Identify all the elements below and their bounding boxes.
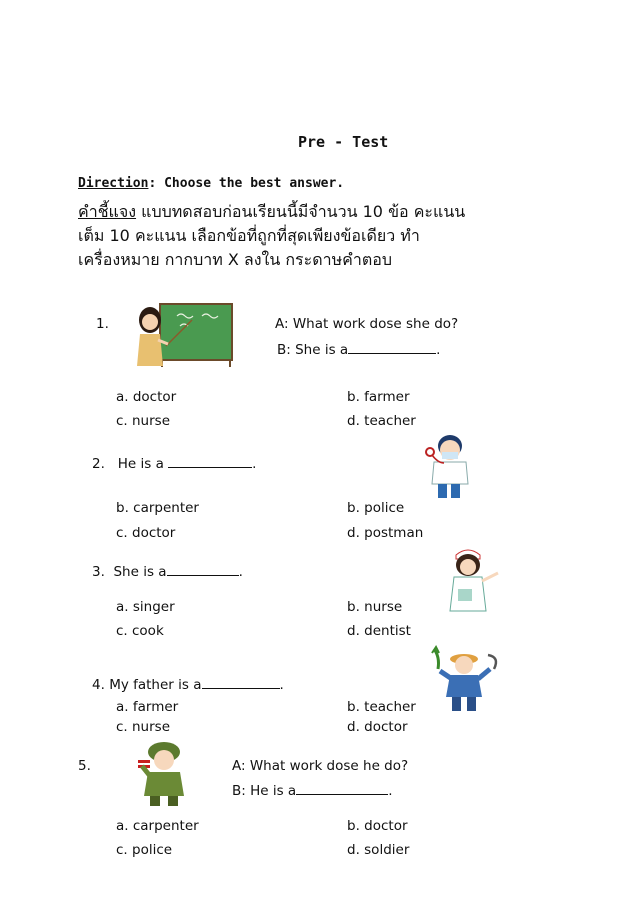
question-4-choice-b: b. teacher: [347, 699, 416, 715]
question-5-choice-a: a. carpenter: [116, 818, 199, 834]
question-2-choice-a: b. carpenter: [116, 500, 199, 516]
instruction-paragraph: [78, 200, 478, 272]
answer-blank: [296, 782, 388, 795]
question-2-choice-c: c. doctor: [116, 525, 176, 541]
page-title: Pre - Test: [298, 133, 389, 151]
question-3-stem: 3. She is a .: [92, 564, 243, 580]
question-4-choice-a: a. farmer: [116, 699, 179, 715]
teacher-picture: [132, 302, 236, 368]
question-5-dialog-a: A: What work dose he do?: [232, 758, 409, 774]
question-1-dialog-b-text: B: She is a: [277, 342, 349, 358]
direction-label: Direction: [78, 176, 149, 191]
question-3-choice-d: d. dentist: [347, 623, 411, 639]
direction-text: : Choose the best answer.: [148, 176, 345, 191]
soldier-picture: [134, 738, 192, 808]
answer-blank: [202, 676, 280, 689]
question-1-choice-b: b. farmer: [347, 389, 410, 405]
question-4-choice-d: d. doctor: [347, 719, 408, 735]
question-1-number: 1.: [96, 316, 109, 332]
question-1-choice-d: d. teacher: [347, 413, 416, 429]
question-2-choice-b: b. police: [347, 500, 405, 516]
question-5-choice-d: d. soldier: [347, 842, 410, 858]
answer-blank: [168, 455, 252, 468]
question-2-text: He is a: [117, 456, 169, 472]
question-5-choice-b: b. doctor: [347, 818, 408, 834]
nurse-picture: [440, 545, 504, 615]
question-1-choice-a: a. doctor: [116, 389, 177, 405]
question-1-choice-c: c. nurse: [116, 413, 171, 429]
question-1-dialog-a: A: What work dose she do?: [275, 316, 459, 332]
answer-blank: [348, 341, 436, 354]
question-3-choice-a: a. singer: [116, 599, 175, 615]
question-3-text: She is a: [113, 564, 167, 580]
question-5-number: 5.: [78, 758, 91, 774]
question-2-number: 2.: [92, 456, 105, 472]
question-2-stem: 2. He is a .: [92, 456, 257, 472]
instruction-text: แบบทดสอบก่อนเรียนนี้มีจำนวน 10 ข้อ คะแนนเต็ม 10 คะแนน เลือกข้อที่ถูกที่สุดเพียงข้อเดียว ทำเครื่องหมาย กากบาท X ลงใน กระดาษคำตอบ: [78, 202, 466, 269]
question-5-dialog-b: B: He is a .: [232, 783, 393, 799]
instruction-label: คำชี้แจง: [78, 202, 137, 221]
question-2-choice-d: d. postman: [347, 525, 424, 541]
question-4-choice-c: c. nurse: [116, 719, 171, 735]
question-3-number: 3.: [92, 564, 105, 580]
answer-blank: [167, 563, 239, 576]
question-5-choice-c: c. police: [116, 842, 173, 858]
direction-line: [78, 176, 344, 191]
farmer-picture: [430, 645, 502, 715]
question-5-dialog-b-text: B: He is a: [232, 783, 297, 799]
question-3-choice-c: c. cook: [116, 623, 164, 639]
question-4-stem: 4. My father is a .: [92, 677, 284, 693]
doctor-picture: [420, 432, 476, 502]
question-1-dialog-b: B: She is a .: [277, 342, 441, 358]
question-4-number: 4.: [92, 677, 105, 693]
question-4-text: My father is a: [109, 677, 202, 693]
question-3-choice-b: b. nurse: [347, 599, 403, 615]
